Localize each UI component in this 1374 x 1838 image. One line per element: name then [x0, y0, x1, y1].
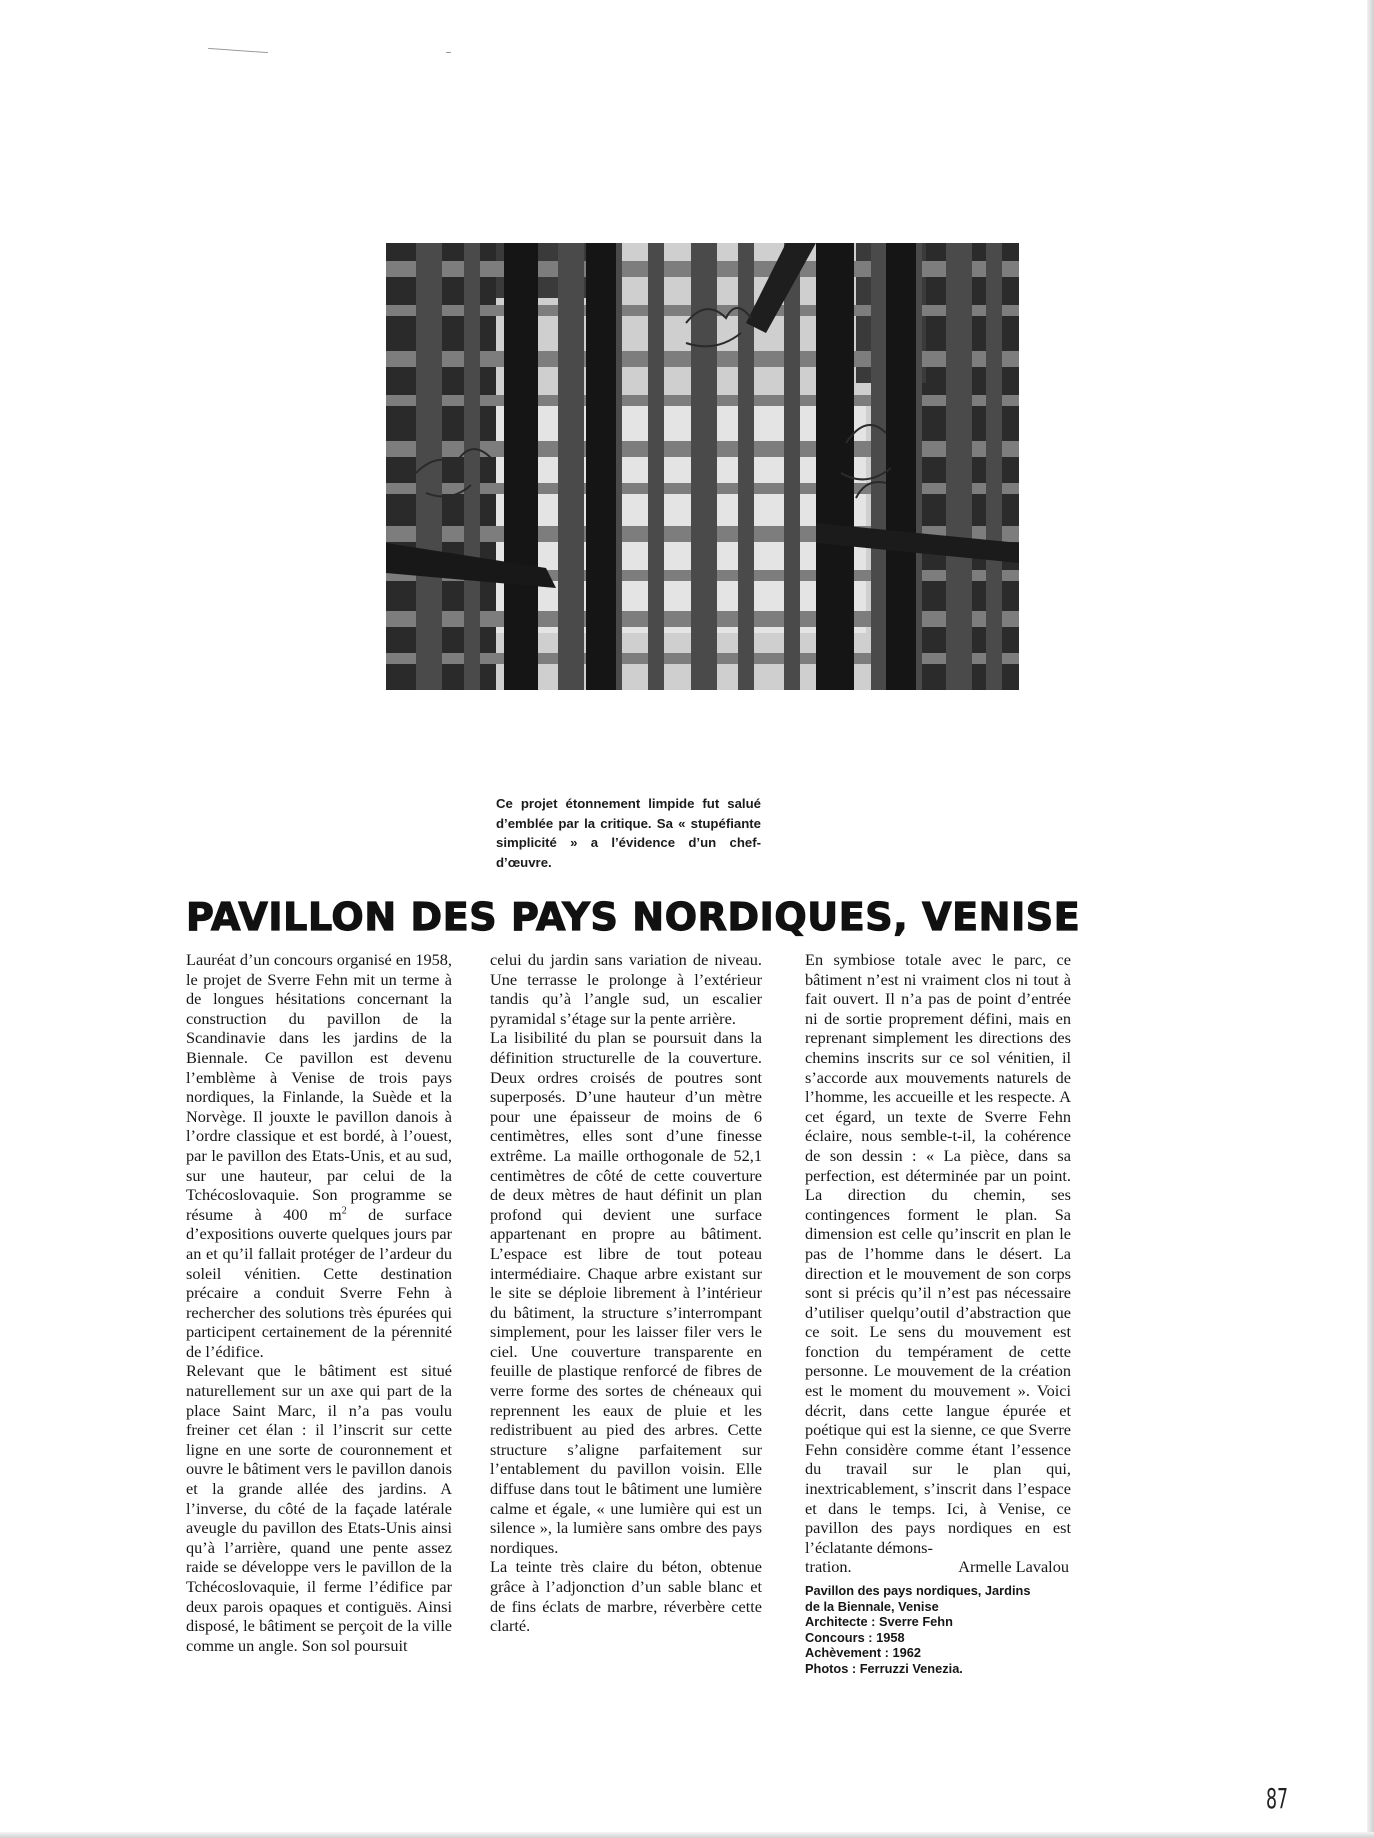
article-column-2: [490, 950, 762, 1636]
photo-caption: Ce projet étonnement limpide fut salué d’emblée par la critique. Sa « stupéfiante simplicité » a l’évidence d’un chef-d’œuvre.: [496, 796, 761, 870]
scan-mark: [446, 52, 451, 53]
credit-line: Pavillon des pays nordiques, Jardins: [805, 1583, 1031, 1598]
credit-line: Photos : Ferruzzi Venezia.: [805, 1660, 963, 1676]
photo-beam-vertical: [416, 243, 442, 690]
article-photo: [386, 243, 1019, 690]
credit-line: Achèvement : 1962: [805, 1645, 921, 1661]
credit-line: de la Biennale, Venise: [805, 1598, 939, 1614]
photo-foreground-post: [816, 243, 854, 690]
credit-line: Concours : 1958: [805, 1629, 905, 1645]
photo-beam-vertical: [738, 243, 754, 690]
scan-mark: [208, 48, 268, 53]
article-column-1: [186, 950, 452, 1655]
roof-grid-photo: [386, 243, 1019, 690]
photo-foreground-post: [886, 243, 916, 690]
photo-beam-vertical: [558, 243, 584, 690]
project-credits: [805, 1583, 1071, 1677]
photo-beam-vertical: [784, 243, 800, 690]
photo-beam-vertical: [648, 243, 664, 690]
paragraph: Lauréat d’un concours organisé en 1958, le projet de Sverre Fehn mit un terme à de longues hésitations concernant la construction du pavillon de la Scandinavie dans les jardins de la Biennale. Ce pavillon est devenu l’emblème à Venise de trois pays nordiques, la Finlande, la Suède et la Norvège. Il jouxte le pavillon danois à l’ordre classique et est bordé, à l’ouest, par le pavillon des Etats-Unis, et au sud, sur une hauteur, par celui de la Tchécoslovaquie. Son programme se résume à 400 $m^2$ de surface d’expositions ouverte quelques jours par an et qu’il fallait protéger de l’ardeur du soleil vénitien. Cette destination précaire a conduit Sverre Fehn à rechercher des solutions très épurées qui participent certainement de la pérennité de l’édifice.: [186, 950, 452, 1361]
photo-beam-vertical: [946, 243, 972, 690]
page-bottom-edge: [0, 1832, 1374, 1838]
paragraph-end: tration.: [805, 1557, 852, 1577]
photo-beam-vertical: [464, 243, 480, 690]
paragraph: La lisibilité du plan se poursuit dans la définition structurelle de la couverture. Deux ordres croisés de poutres sont superposés. D’une hauteur d’un mètre pour une épaisseur de moins de 6 centimètres, elles sont d’une finesse extrême. La maille orthogonale de 52,1 centimètres de côté de cette couverture de deux mètres de haut définit un plan profond qui devient une surface appartenant en propre au bâtiment. L’espace est libre de tout poteau intermédiaire. Chaque arbre existant sur le site se déploie librement à l’intérieur du bâtiment, la structure s’interrompant simplement, pour les laisser filer vers le ciel. Une couverture transparente en feuille de plastique renforcé de fibres de verre forme des sortes de chéneaux qui reprennent les eaux de pluie et les redistribuent au pied des arbres. Cette structure s’aligne parfaitement sur l’entablement du pavillon voisin. Elle diffuse dans tout le bâtiment une lumière calme et égale, « une lumière qui est un silence », la lumière sans ombre des pays nordiques.: [490, 1028, 762, 1557]
photo-beam-vertical: [871, 243, 887, 690]
photo-beam-vertical: [986, 243, 1002, 690]
article-column-3: [805, 950, 1071, 1677]
paragraph: Relevant que le bâtiment est situé naturellement sur un axe qui part de la place Saint Marc, il n’a pas voulu freiner cet élan : il l’inscrit sur cette ligne en une sorte de couronnement et ouvre le bâtiment vers le pavillon danois et la grande allée des jardins. A l’inverse, du côté de la façade latérale aveugle du pavillon des Etats-Unis ainsi qu’à l’arrière, quand une pente assez raide se développe vers le pavillon de la Tchécoslovaquie, il ferme l’édifice par deux parois opaques et contiguës. Ainsi disposé, le bâtiment se perçoit de la ville comme un angle. Son sol poursuit: [186, 1361, 452, 1655]
credit-line: Architecte : Sverre Fehn: [805, 1614, 953, 1630]
article-headline: PAVILLON DES PAYS NORDIQUES, VENISE: [186, 895, 1081, 939]
author-name: Armelle Lavalou: [958, 1557, 1069, 1577]
photo-foreground-post: [504, 243, 538, 690]
paragraph: celui du jardin sans variation de niveau. Une terrasse le prolonge à l’extérieur tandis qu’à l’angle sud, un escalier pyramidal s’étage sur la pente arrière.: [490, 950, 762, 1028]
paragraph: La teinte très claire du béton, obtenue grâce à l’adjonction d’un sable blanc et de fins éclats de marbre, réverbère cette clarté.: [490, 1557, 762, 1636]
paragraph: En symbiose totale avec le parc, ce bâtiment n’est ni vraiment clos ni tout à fait ouvert. Il n’a pas de point d’entrée ni de sortie proprement défini, mais en reprenant simplement les directions des chemins inscrits sur ce sol vénitien, il s’accorde aux mouvements naturels de l’homme, les accueille et les respecte. A cet égard, un texte de Sverre Fehn éclaire, nous semble-t-il, la cohérence de son dessin : « La pièce, dans sa perfection, est déterminée par un point. La direction du chemin, ses contingences forment le plan. Sa dimension est celle qu’inscrit en plan le pas de l’homme dans le désert. La direction et le mouvement de son corps sont si précis qu’il n’est pas nécessaire d’utiliser quelqu’outil d’abstraction que ce soit. Le sens du mouvement est fonction du tempérament de cette personne. Le mouvement de la création est le moment du mouvement ». Voici décrit, dans cette langue épurée et poétique qui est la sienne, ce que Sverre Fehn considère comme étant l’essence du travail sur le plan qui, inextricablement, s’inscrit dans l’espace et dans le temps. Ici, à Venise, ce pavillon des pays nordiques en est l’éclatante démons-: [805, 950, 1071, 1557]
photo-foreground-post: [586, 243, 616, 690]
page-number: 87: [1266, 1782, 1289, 1815]
page-edge: [1367, 0, 1374, 1838]
signature-line: [805, 1557, 1071, 1577]
